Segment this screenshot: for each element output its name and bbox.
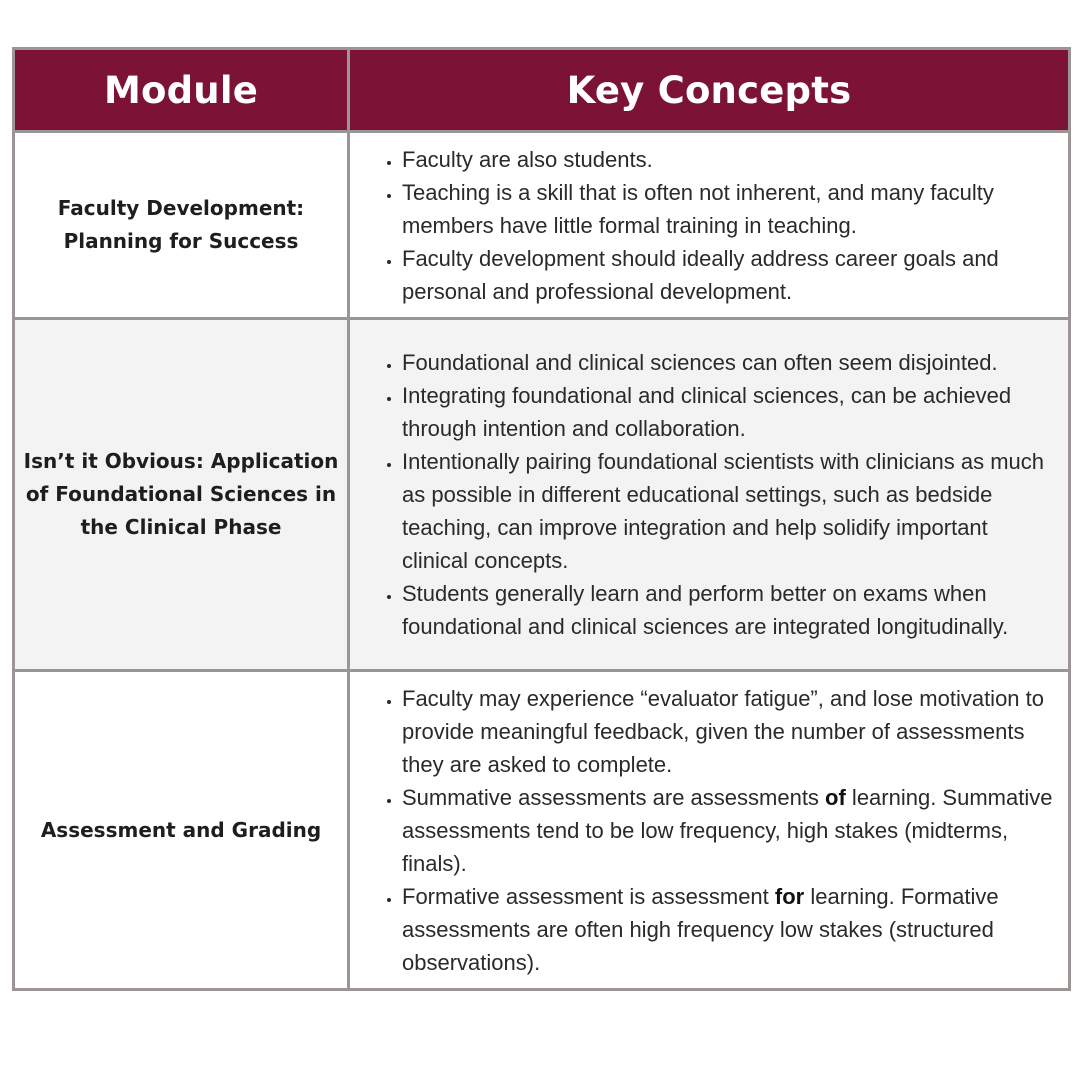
header-row [14, 49, 1070, 132]
concept-emphasis: of [825, 784, 846, 810]
concept-item: • Teaching is a skill that is often not inherent, and many faculty members have little formal training in teaching. [402, 176, 1056, 242]
concepts-list [350, 143, 1056, 308]
concept-item: • Faculty are also students. [402, 143, 1056, 176]
table-row [14, 132, 1070, 319]
concept-emphasis: for [774, 883, 805, 909]
concept-text: learning. Formative assessments are often high frequency low stakes (structured observations). [402, 883, 999, 975]
module-concepts-table [12, 47, 1071, 991]
concept-item: • Foundational and clinical sciences can often seem disjointed. [402, 346, 1056, 379]
concept-item: • Faculty may experience “evaluator fatigue”, and lose motivation to provide meaningful feedback, given the number of assessments they are asked to complete. [402, 682, 1056, 781]
concept-item: • Faculty development should ideally address career goals and personal and professional development. [402, 242, 1056, 308]
concept-item [402, 781, 1056, 880]
table-row [14, 671, 1070, 990]
module-cell [14, 671, 349, 990]
concept-item: • Intentionally pairing foundational scientists with clinicians as much as possible in different educational settings, such as bedside teaching, can improve integration and help solidify important clinical concepts. [402, 445, 1056, 577]
concept-item: • Students generally learn and perform better on exams when foundational and clinical sciences are integrated longitudinally. [402, 577, 1056, 643]
concept-text: Summative assessments are assessments [402, 784, 826, 810]
module-cell [14, 319, 349, 671]
concept-item: • Integrating foundational and clinical sciences, can be achieved through intention and collaboration. [402, 379, 1056, 445]
module-title-line: Faculty Development: [57, 196, 305, 220]
concepts-list [350, 346, 1056, 643]
header-module: Module [14, 49, 349, 132]
module-title-line: Isn’t it Obvious: Application [23, 449, 339, 473]
concept-text: Formative assessment is assessment [402, 883, 775, 909]
concepts-cell [349, 319, 1070, 671]
module-cell [14, 132, 349, 319]
module-title-line: the Clinical Phase [80, 515, 282, 539]
module-title-line: of Foundational Sciences in [25, 482, 337, 506]
concepts-list [350, 682, 1056, 979]
table-row [14, 319, 1070, 671]
concepts-cell [349, 671, 1070, 990]
concept-text: learning. Summative assessments tend to be low frequency, high stakes (midterms, finals). [402, 784, 1053, 876]
module-title-line: Assessment and Grading [40, 817, 322, 842]
header-key-concepts: Key Concepts [349, 49, 1070, 132]
concept-item [402, 880, 1056, 979]
concepts-cell [349, 132, 1070, 319]
module-title-line: Planning for Success [63, 229, 299, 253]
